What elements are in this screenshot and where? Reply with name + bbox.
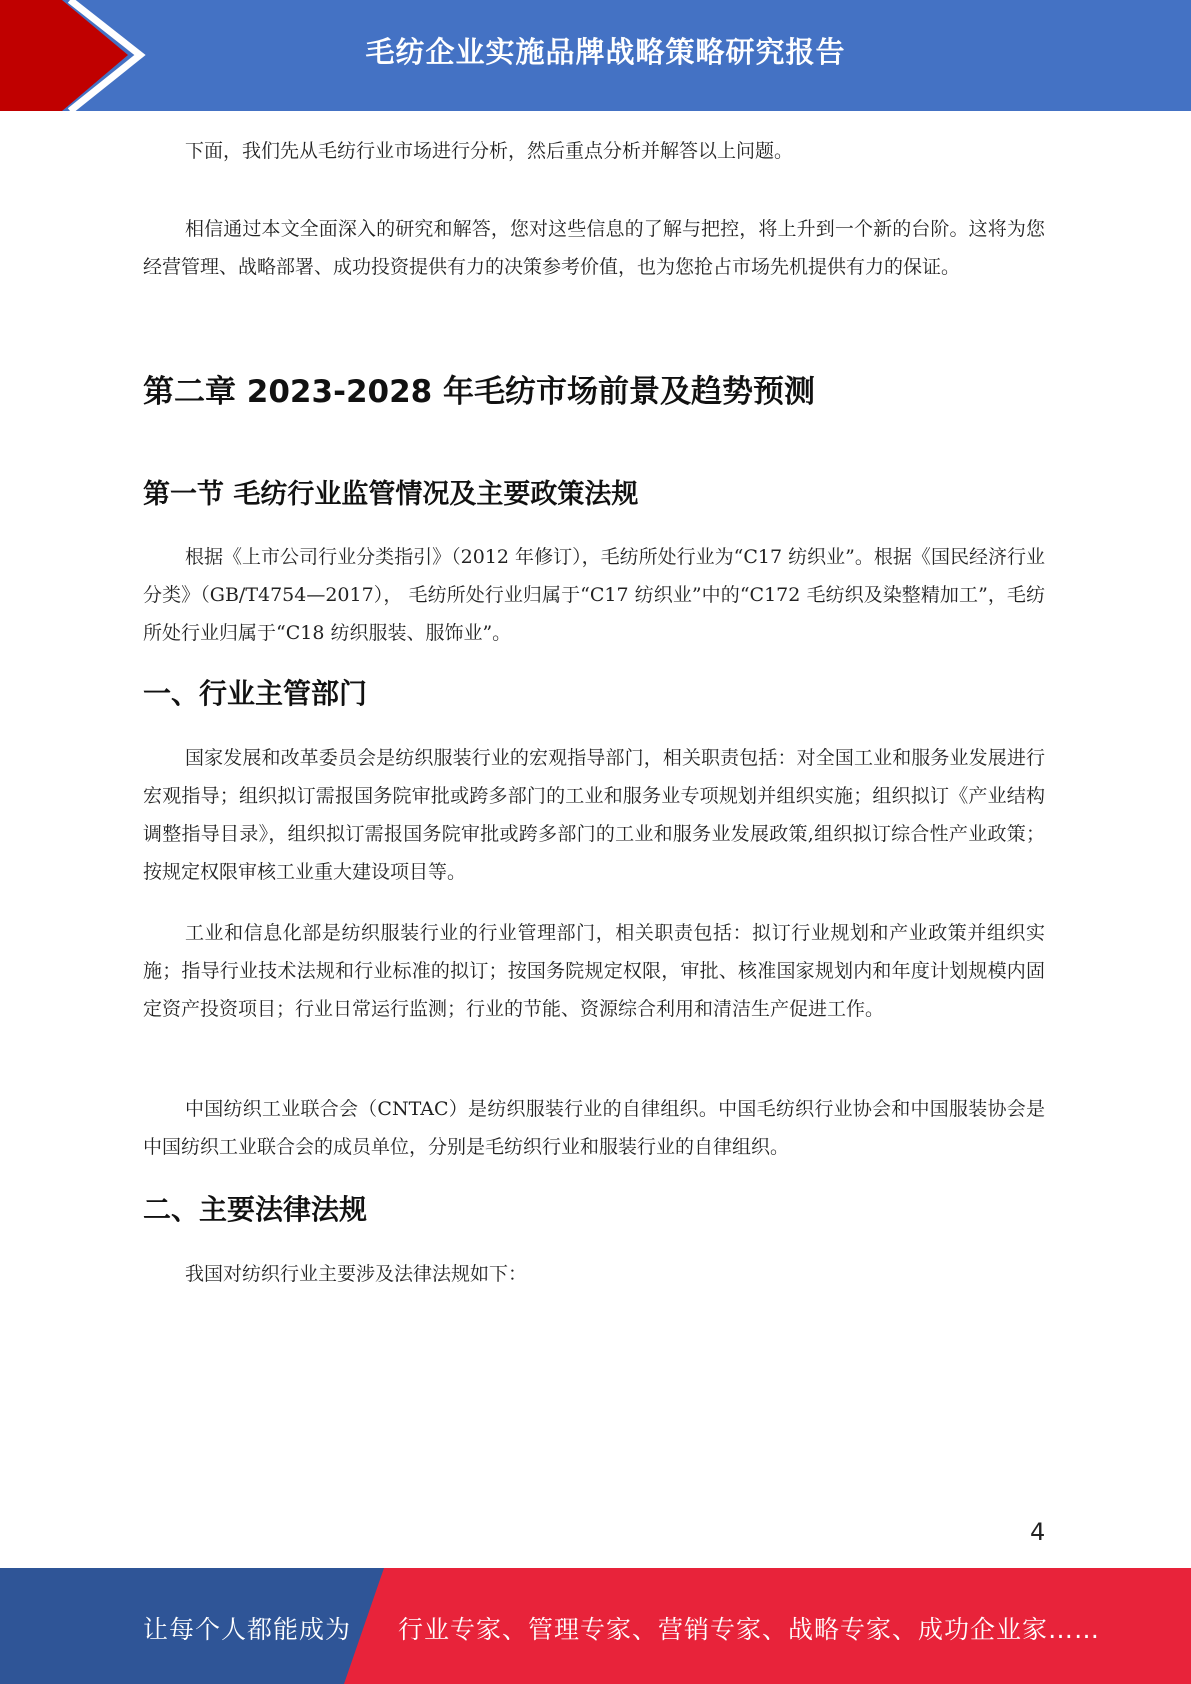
laws-paragraph-1: 我国对纺织行业主要涉及法律法规如下： xyxy=(185,1263,528,1285)
intro-paragraph-2: 相信通过本文全面深入的研究和解答，您对这些信息的了解与把控，将上升到一个新的台阶。这将为您经营管理、战略部署、成功投资提供有力的决策参考价值，也为您抢占市场先机提供有力的保证。 xyxy=(143,218,1045,278)
footer-slogan-left: 让每个人都能成为 xyxy=(143,1615,352,1644)
page-header xyxy=(0,0,1191,111)
departments-paragraph-1: 国家发展和改革委员会是纺织服装行业的宏观指导部门，相关职责包括：对全国工业和服务业发展进行宏观指导；组织拟订需报国务院审批或跨多部门的工业和服务业专项规划并组织实施；组织拟订《产业结构调整指导目录》，组织拟订需报国务院审批或跨多部门的工业和服务业发展政策,组织拟订综合性产业政策；按规定权限审核工业重大建设项目等。 xyxy=(143,747,1045,883)
departments-paragraph-3: 中国纺织工业联合会（CNTAC）是纺织服装行业的自律组织。中国毛纺织行业协会和中国服装协会是中国纺织工业联合会的成员单位，分别是毛纺织行业和服装行业的自律组织。 xyxy=(143,1098,1045,1158)
subsection-title-laws: 二、主要法律法规 xyxy=(143,1193,368,1226)
subsection-title-departments: 一、行业主管部门 xyxy=(143,677,368,710)
intro-paragraph-1: 下面，我们先从毛纺行业市场进行分析，然后重点分析并解答以上问题。 xyxy=(185,140,794,162)
departments-paragraph-2: 工业和信息化部是纺织服装行业的行业管理部门，相关职责包括：拟订行业规划和产业政策并组织实施；指导行业技术法规和行业标准的拟订；按国务院规定权限，审批、核准国家规划内和年度计划规模内固定资产投资项目；行业日常运行监测；行业的节能、资源综合利用和清洁生产促进工作。 xyxy=(143,922,1045,1020)
page-footer xyxy=(0,1568,1191,1684)
footer-slogan-right: 行业专家、管理专家、营销专家、战略专家、成功企业家…… xyxy=(398,1615,1101,1644)
report-title: 毛纺企业实施品牌战略策略研究报告 xyxy=(365,35,846,69)
section-title: 第一节 毛纺行业监管情况及主要政策法规 xyxy=(143,479,639,510)
chapter-title: 第二章 2023-2028 年毛纺市场前景及趋势预测 xyxy=(143,374,816,410)
section-paragraph: 根据《上市公司行业分类指引》（2012 年修订），毛纺所处行业为“C17 纺织业”。根据《国民经济行业分类》（GB/T4754—2017）， 毛纺所处行业归属于“C17 纺织业”中的“C172 毛纺织及染整精加工”，毛纺所处行业归属于“C18 纺织服装、服饰业”。 xyxy=(143,546,1045,644)
page-number: 4 xyxy=(1030,1518,1046,1546)
